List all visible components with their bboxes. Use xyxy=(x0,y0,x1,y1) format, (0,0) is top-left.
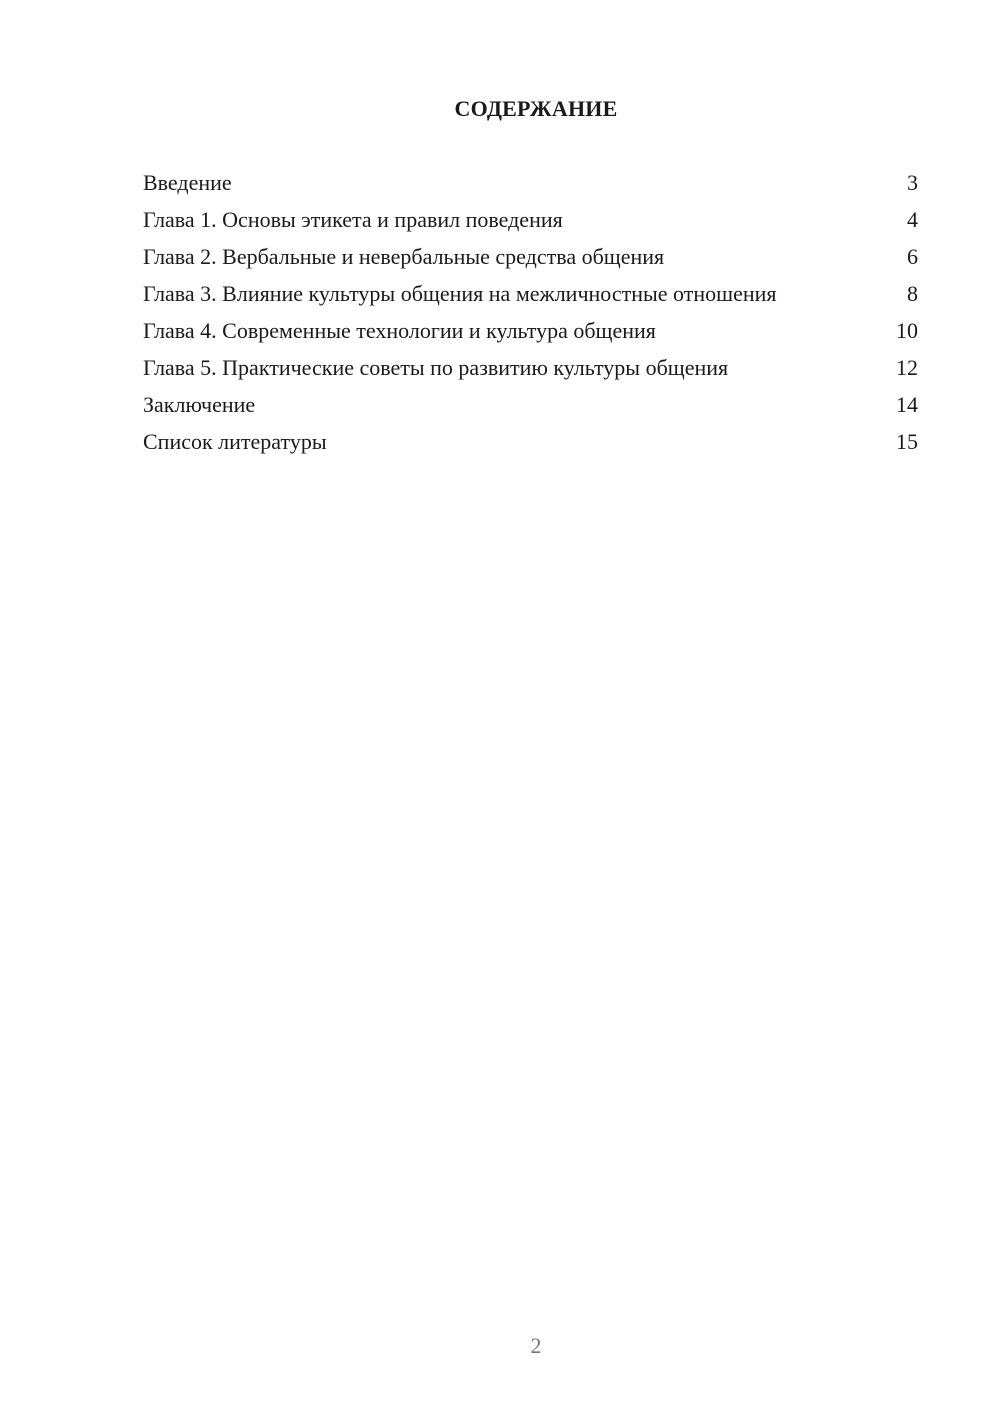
toc-entry-page: 12 xyxy=(896,355,918,380)
toc-entry-page: 14 xyxy=(896,392,918,417)
toc-entry-chapter-4[interactable] xyxy=(143,318,918,344)
toc-entry-label: Глава 3. Влияние культуры общения на межличностные отношения xyxy=(143,281,777,306)
toc-entry-page: 10 xyxy=(896,318,918,343)
toc-entry-page: 4 xyxy=(907,207,918,232)
toc-entry-chapter-1[interactable] xyxy=(143,207,918,233)
toc-entry-page: 6 xyxy=(907,244,918,269)
toc-entry-chapter-2[interactable] xyxy=(143,244,918,270)
toc-entry-conclusion[interactable] xyxy=(143,392,918,418)
toc-entry-page: 15 xyxy=(896,429,918,454)
toc-heading: СОДЕРЖАНИЕ xyxy=(454,96,618,121)
toc-entry-page: 3 xyxy=(907,170,918,195)
table-of-contents xyxy=(143,170,918,466)
toc-entry-label: Список литературы xyxy=(143,429,327,454)
toc-entry-label: Глава 5. Практические советы по развитию культуры общения xyxy=(143,355,729,380)
toc-entry-page: 8 xyxy=(907,281,918,306)
toc-entry-label: Глава 4. Современные технологии и культура общения xyxy=(143,318,656,343)
toc-entry-label: Введение xyxy=(143,170,232,195)
toc-entry-chapter-3[interactable] xyxy=(143,281,918,307)
toc-entry-bibliography[interactable] xyxy=(143,429,918,455)
page-number: 2 xyxy=(530,1333,542,1358)
toc-entry-label: Глава 2. Вербальные и невербальные средства общения xyxy=(143,244,665,269)
toc-entry-label: Заключение xyxy=(143,392,256,417)
toc-entry-chapter-5[interactable] xyxy=(143,355,918,381)
toc-entry-label: Глава 1. Основы этикета и правил поведения xyxy=(143,207,563,232)
toc-entry-introduction[interactable] xyxy=(143,170,918,196)
